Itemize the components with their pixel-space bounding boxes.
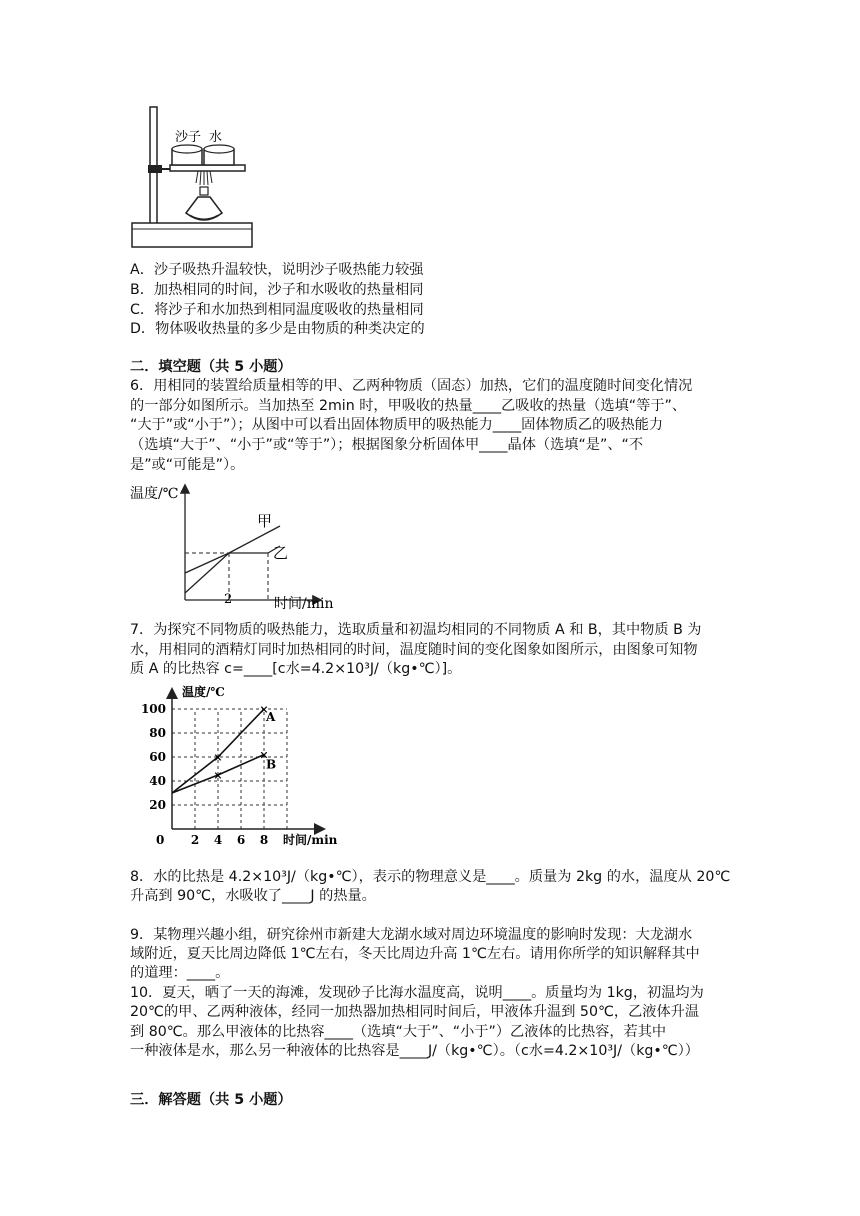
- q10-line: 到 80℃。那么甲液体的比热容____（选填“大于”、“小于”）乙液体的比热容，若其中: [130, 1024, 667, 1040]
- q9-line: 9．某物理兴趣小组，研究徐州市新建大龙湖水域对周边环境温度的影响时发现：大龙湖水: [130, 927, 693, 943]
- q7-line: 水，用相同的酒精灯同时加热相同的时间，温度随时间的变化图象如图所示，由图象可知物: [130, 642, 698, 658]
- q9-line: 的道理：____。: [130, 965, 230, 981]
- tick-2: 2: [224, 592, 233, 607]
- q6-line: “大于”或“小于”）；从图中可以看出固体物质甲的吸热能力____固体物质乙的吸热能力: [130, 417, 664, 433]
- chart-x-tick-label: 8: [259, 833, 269, 847]
- series-point-B: ×: [213, 769, 223, 782]
- option-b: B．加热相同的时间，沙子和水吸收的热量相同: [130, 282, 424, 298]
- sand-water-apparatus-figure: [130, 105, 260, 255]
- chart-y-tick-label: 20: [149, 798, 166, 812]
- q6-temperature-graph: [128, 478, 348, 613]
- label-sand: 沙子: [175, 130, 202, 145]
- option-a: A．沙子吸热升温较快，说明沙子吸热能力较强: [130, 262, 424, 278]
- q7-temperature-chart: [128, 682, 348, 852]
- q9-line: 域附近，夏天比周边降低 1℃左右，冬天比周边升高 1℃左右。请用你所学的知识解释其中: [130, 946, 700, 962]
- q7-line: 7．为探究不同物质的吸热能力，选取质量和初温均相同的不同物质 A 和 B，其中物质 B 为: [130, 622, 702, 638]
- q10-line: 10．夏天，晒了一天的海滩，发现砂子比海水温度高，说明____。质量均为 1kg，初温均为: [130, 985, 704, 1001]
- series-point-A: ×: [213, 751, 223, 764]
- chart-y-tick-label: 40: [149, 774, 166, 788]
- section-3-title: 三．解答题（共 5 小题）: [130, 1092, 292, 1108]
- option-c: C．将沙子和水加热到相同温度吸收的热量相同: [130, 302, 424, 318]
- q6-line: （选填“大于”、“小于”或“等于”）；根据图象分析固体甲____晶体（选填“是”、“不: [130, 437, 644, 453]
- chart-y-axis-label: 温度/℃: [182, 685, 225, 699]
- chart-x-tick-label: 2: [190, 833, 200, 847]
- chart-origin-label: 0: [156, 833, 165, 847]
- section-2-title: 二．填空题（共 5 小题）: [130, 359, 292, 375]
- series-point-B: ×: [259, 748, 269, 762]
- q6-line: 的一部分如图所示。当加热至 2min 时，甲吸收的热量____乙吸收的热量（选填“等于”、: [130, 398, 687, 414]
- chart-y-tick-label: 100: [140, 702, 166, 716]
- series-label-A: A: [266, 710, 276, 724]
- q6-line: 6．用相同的装置给质量相等的甲、乙两种物质（固态）加热，它们的温度随时间变化情况: [130, 378, 693, 394]
- label-water: 水: [209, 130, 223, 145]
- q7-line: 质 A 的比热容 c=____[c水=4.2×10³J/（kg•℃）]。: [130, 661, 462, 677]
- q8-line: 升高到 90℃，水吸收了____J 的热量。: [130, 888, 376, 904]
- y-axis-label: 温度/℃: [130, 486, 179, 502]
- label-yi: 乙: [273, 544, 289, 562]
- q10-line: 20℃的甲、乙两种液体，经同一加热器加热相同时间后，甲液体升温到 50℃，乙液体升温: [130, 1004, 700, 1020]
- option-d: D．物体吸收热量的多少是由物质的种类决定的: [130, 321, 425, 337]
- chart-x-tick-label: 4: [213, 833, 223, 847]
- chart-y-tick-label: 80: [149, 726, 166, 740]
- q8-line: 8．水的比热是 4.2×10³J/（kg•℃），表示的物理意义是____。质量为 2kg 的水，温度从 20℃: [130, 869, 731, 885]
- q6-line: 是”或“可能是”）。: [130, 457, 245, 473]
- label-jia: 甲: [257, 512, 273, 530]
- chart-y-tick-label: 60: [149, 750, 166, 764]
- series-point-A: ×: [259, 703, 269, 716]
- series-label-B: B: [266, 757, 277, 772]
- q10-line: 一种液体是水，那么另一种液体的比热容是____J/（kg•℃）。（c水=4.2×10³J/（kg•℃））: [130, 1043, 699, 1059]
- chart-x-axis-label: 时间/min: [283, 833, 338, 847]
- x-axis-label: 时间/min: [274, 596, 334, 612]
- chart-x-tick-label: 6: [236, 833, 246, 847]
